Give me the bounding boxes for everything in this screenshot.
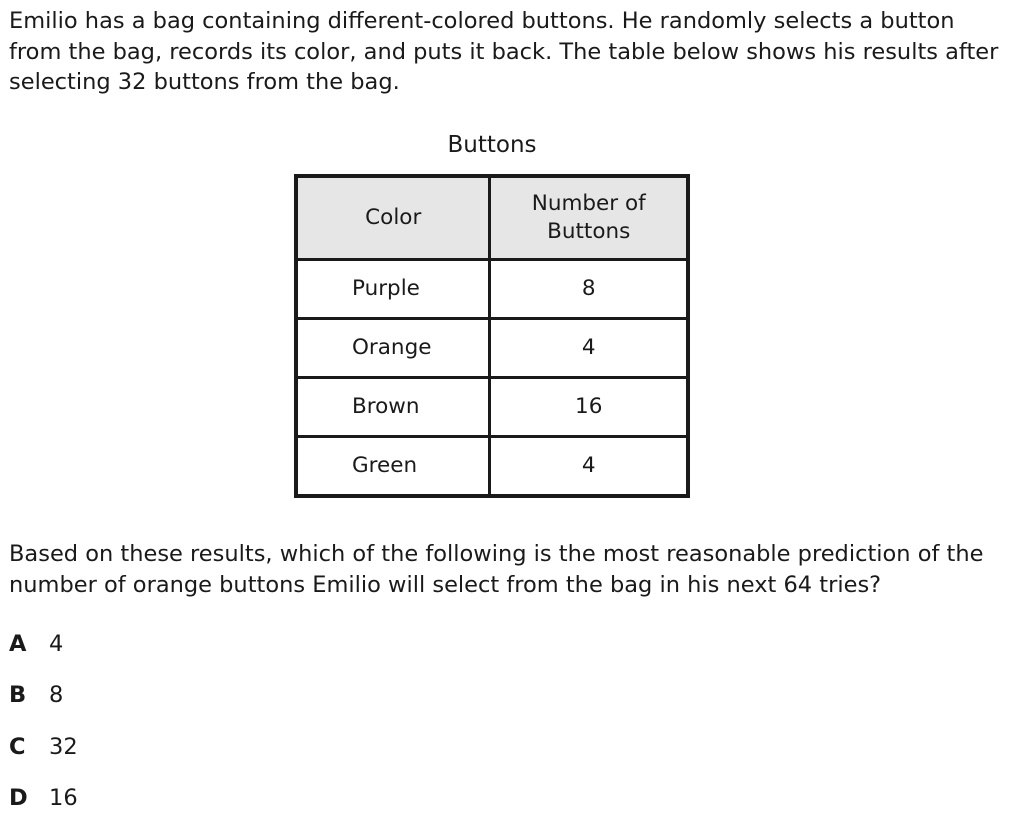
header-number-of-buttons (490, 176, 688, 260)
choice-text: 8 (49, 682, 64, 708)
color-cell: Brown (296, 378, 490, 437)
choice-text: 16 (49, 785, 78, 811)
header-color: Color (296, 176, 490, 260)
color-cell: Orange (296, 319, 490, 378)
choice-letter: A (9, 631, 27, 657)
choice-letter: D (9, 785, 28, 811)
color-cell: Green (296, 437, 490, 497)
table-row (296, 260, 688, 319)
choice-letter: C (9, 734, 26, 760)
count-cell: 16 (490, 378, 688, 437)
choice-text: 32 (49, 734, 78, 760)
table-header-row (296, 176, 688, 260)
header-number-of-buttons-text: Number of Buttons (531, 191, 646, 244)
buttons-table (294, 174, 690, 498)
choice-text: 4 (49, 631, 64, 657)
choice-c[interactable] (9, 732, 78, 762)
table-row (296, 437, 688, 497)
count-cell: 4 (490, 437, 688, 497)
count-cell: 4 (490, 319, 688, 378)
color-cell: Purple (296, 260, 490, 319)
count-cell: 8 (490, 260, 688, 319)
choice-b[interactable] (9, 680, 63, 710)
table-row (296, 319, 688, 378)
choice-d[interactable] (9, 783, 78, 813)
table-title: Buttons (447, 132, 537, 158)
choice-letter: B (9, 682, 27, 708)
intro-text: Emilio has a bag containing different-colored buttons. He randomly selects a button from the bag, records its color, and puts it back. The table below shows his results after selecting 32 buttons from the bag. (9, 8, 999, 95)
question-text: Based on these results, which of the following is the most reasonable prediction of the number of orange buttons Emilio will select from the bag in his next 64 tries? (9, 541, 984, 598)
table-row (296, 378, 688, 437)
choice-a[interactable] (9, 629, 63, 659)
